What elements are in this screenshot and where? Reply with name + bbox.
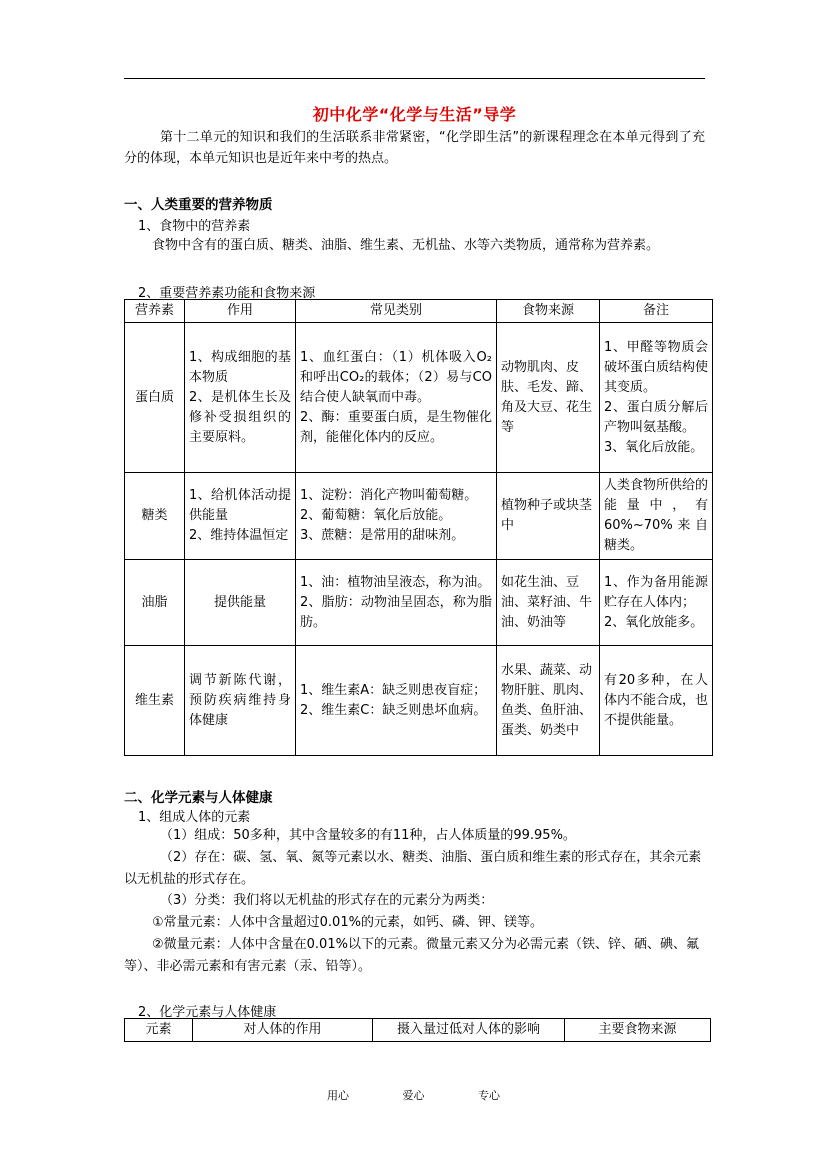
- section2-p2: （2）存在：碳、氢、氧、氮等元素以水、糖类、油脂、蛋白质和维生素的形式存在，其余元素以无机盐的形式存在。: [124, 850, 702, 887]
- nutrient-role: [185, 473, 296, 560]
- nutrient-source: 水果、蔬菜、动物肝脏、肌肉、鱼类、鱼肝油、蛋类、奶类中: [497, 646, 600, 756]
- role-line: 2、维持体温恒定: [189, 528, 289, 543]
- nutrient-notes: [600, 646, 713, 756]
- table-row: [125, 560, 713, 646]
- element-table: [124, 1018, 711, 1042]
- header-cell: 作用: [185, 300, 296, 323]
- type-line: 1、淀粉：消化产物叫葡萄糖。: [300, 488, 478, 503]
- intro-paragraph: 第十二单元的知识和我们的生活联系非常紧密，“化学即生活”的新课程理念在本单元得到了充分的体现，本单元知识也是近年来中考的热点。: [124, 130, 705, 166]
- role-line: 提供能量: [213, 594, 266, 610]
- nutrient-role: [185, 560, 296, 646]
- table-row: [125, 473, 713, 560]
- page-footer: [0, 1087, 827, 1103]
- nutrient-types: [296, 323, 497, 473]
- nutrient-name: 糖类: [125, 473, 185, 560]
- header-rule: [124, 78, 705, 79]
- section2-sub2: 2、化学元素与人体健康: [138, 1005, 277, 1020]
- nutrient-name: 油脂: [125, 560, 185, 646]
- nutrient-table-header: [125, 300, 713, 323]
- section2-p5: ②微量元素：人体中含量在0.01%以下的元素。微量元素又分为必需元素（铁、锌、硒、碘、氟等）、非必需元素和有害元素（汞、铅等）。: [124, 937, 699, 974]
- role-line: 1、构成细胞的基本物质: [189, 349, 291, 385]
- role-line: 调节新陈代谢，预防疾病维持身体健康: [189, 672, 291, 728]
- header-cell: 备注: [600, 300, 713, 323]
- table-row: [125, 323, 713, 473]
- section1-heading: 一、人类重要的营养物质: [124, 197, 273, 213]
- type-line: 1、血红蛋白：（1）机体吸入O₂和呼出CO₂的载体；（2）易与CO结合使人缺氧而中毒。: [300, 349, 492, 405]
- type-line: 2、脂肪：动物油呈固态，称为脂肪。: [300, 594, 492, 630]
- role-line: 2、是机体生长及修补受损组织的主要原料。: [189, 389, 291, 445]
- nutrient-notes: [600, 473, 713, 560]
- nutrient-types: [296, 646, 497, 756]
- header-cell: 主要食物来源: [565, 1019, 711, 1042]
- header-cell: 元素: [125, 1019, 193, 1042]
- footer-text: 专心: [478, 1089, 500, 1102]
- section2-p3: （3）分类：我们将以无机盐的形式存在的元素分为两类：: [160, 893, 494, 908]
- type-line: 2、维生素C：缺乏则患坏血病。: [300, 702, 487, 718]
- note-line: 2、蛋白质分解后产物叫氨基酸。: [604, 399, 708, 435]
- nutrient-name: 维生素: [125, 646, 185, 756]
- section1-sub1-text: 食物中含有的蛋白质、糖类、油脂、维生素、无机盐、水等六类物质，通常称为营养素。: [152, 238, 660, 253]
- nutrient-types: [296, 473, 497, 560]
- nutrient-role: [185, 646, 296, 756]
- header-cell: 营养素: [125, 300, 185, 323]
- note-line: 3、氧化后放能。: [604, 439, 704, 455]
- nutrient-table: [124, 299, 713, 756]
- section2-p1: （1）组成：50多种，其中含量较多的有11种，占人体质量的99.95%。: [160, 828, 576, 843]
- note-line: 2、氧化放能多。: [604, 614, 704, 630]
- type-line: 2、酶：重要蛋白质，是生物催化剂，能催化体内的反应。: [300, 409, 492, 445]
- type-line: 1、油：植物油呈液态，称为油。: [300, 574, 491, 590]
- header-cell: 对人体的作用: [193, 1019, 373, 1042]
- nutrient-types: [296, 560, 497, 646]
- element-table-header: [125, 1019, 711, 1042]
- header-cell: 摄入量过低对人体的影响: [373, 1019, 565, 1042]
- header-cell: 食物来源: [497, 300, 600, 323]
- nutrient-name: 蛋白质: [125, 323, 185, 473]
- nutrient-notes: [600, 323, 713, 473]
- note-line: 有20多种，在人体内不能合成，也不提供能量。: [604, 672, 709, 728]
- role-line: 1、给机体活动提供能量: [189, 488, 291, 523]
- section1-sub1: 1、食物中的营养素: [138, 219, 251, 234]
- header-cell: 常见类别: [296, 300, 497, 323]
- type-line: 2、葡萄糖：氧化后放能。: [300, 508, 452, 523]
- note-line: 1、甲醛等物质会破坏蛋白质结构使其变质。: [604, 339, 709, 395]
- section2-p4: ①常量元素：人体中含量超过0.01%的元素，如钙、磷、钾、镁等。: [152, 915, 543, 930]
- type-line: 3、蔗糖：是常用的甜味剂。: [300, 528, 465, 543]
- nutrient-notes: [600, 560, 713, 646]
- section2-sub1: 1、组成人体的元素: [138, 810, 251, 825]
- type-line: 1、维生素A：缺乏则患夜盲症；: [300, 682, 487, 698]
- note-line: 人类食物所供给的能量中，有60%~70%来自糖类。: [604, 478, 709, 553]
- table-row: [125, 646, 713, 756]
- footer-text: 爱心: [402, 1089, 425, 1102]
- nutrient-source: 动物肌肉、皮肤、毛发、蹄、角及大豆、花生等: [497, 323, 600, 473]
- nutrient-source: 如花生油、豆油、菜籽油、牛油、奶油等: [497, 560, 600, 646]
- note-line: 1、作为备用能源贮存在人体内；: [604, 574, 708, 610]
- nutrient-source: 植物种子或块茎中: [497, 473, 600, 560]
- section2-heading: 二、化学元素与人体健康: [124, 790, 273, 806]
- footer-text: 用心: [327, 1089, 349, 1102]
- page-title: 初中化学“化学与生活”导学: [312, 105, 517, 124]
- nutrient-role: [185, 323, 296, 473]
- section1-sub2: 2、重要营养素功能和食物来源: [138, 286, 316, 301]
